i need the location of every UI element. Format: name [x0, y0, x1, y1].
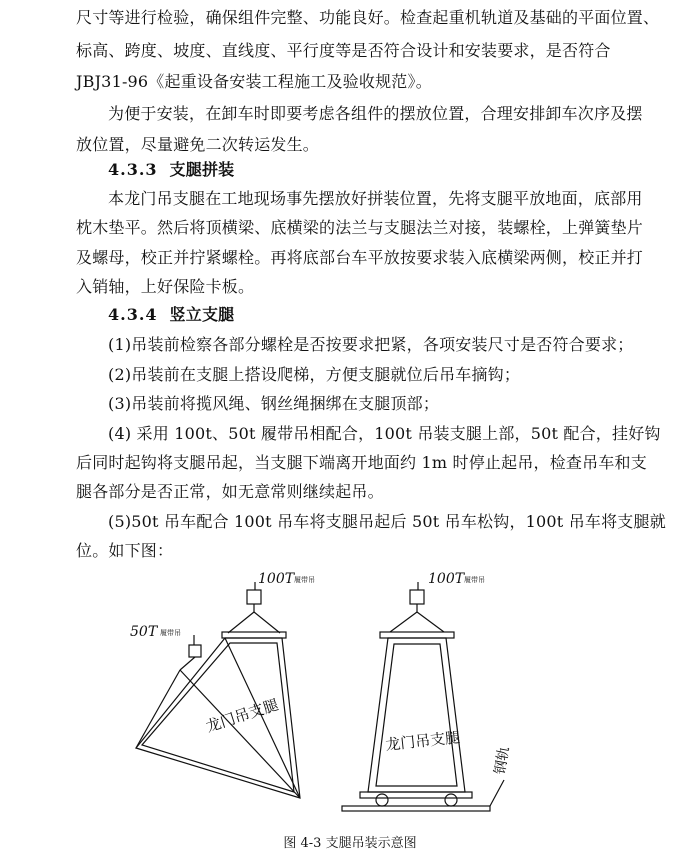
- figure-caption: 图 4-3 支腿吊装示意图: [283, 836, 417, 851]
- list-item: (4) 采用 100t、50t 履带吊相配合，100t 吊装支腿上部，50t 配合，挂好钩: [108, 424, 661, 443]
- left-100t-sling: [228, 612, 254, 633]
- section-title: 支腿拼装: [169, 160, 235, 179]
- list-item: (2)吊装前在支腿上搭设爬梯，方便支腿就位后吊车摘钩；: [108, 365, 521, 384]
- right-100t-hook-block: [410, 590, 424, 604]
- section-heading-4-3-3: [108, 160, 234, 180]
- paragraph-line: 入销轴，上好保险卡板。: [76, 277, 255, 296]
- left-50t-label: 50T: [130, 624, 158, 640]
- right-100t-sublabel: 履带吊: [464, 576, 485, 584]
- right-leg-outline: [368, 638, 465, 792]
- left-100t-sublabel: 履带吊: [294, 576, 315, 584]
- right-wheel: [445, 794, 457, 806]
- left-100t-hook-block: [247, 590, 261, 604]
- section-number: 4.3.4: [108, 305, 158, 324]
- paragraph-line: 标高、跨度、坡度、直线度、平行度等是否符合设计和安装要求，是否符合: [76, 41, 611, 60]
- paragraph-line: 为便于安装，在卸车时即要考虑各组件的摆放位置，合理安排卸车次序及摆: [108, 104, 643, 123]
- list-item: (3)吊装前将揽风绳、钢丝绳捆绑在支腿顶部；: [108, 394, 440, 413]
- section-title: 竖立支腿: [169, 305, 235, 324]
- section-heading-4-3-4: [108, 305, 234, 325]
- list-item: (1)吊装前检察各部分螺栓是否按要求把紧，各项安装尺寸是否符合要求；: [108, 335, 634, 354]
- rail-label: 钢轨: [492, 745, 513, 776]
- paragraph-line: 枕木垫平。然后将顶横梁、底横梁的法兰与支腿法兰对接，装螺栓，上弹簧垫片: [76, 218, 644, 237]
- right-wheel: [376, 794, 388, 806]
- left-50t-sublabel: 履带吊: [160, 629, 181, 637]
- paragraph-line: 放位置，尽量避免二次转运发生。: [76, 135, 320, 154]
- paragraph-line: 尺寸等进行检验，确保组件完整、功能良好。检查起重机轨道及基础的平面位置、: [76, 8, 660, 27]
- list-item: (5)50t 吊车配合 100t 吊车将支腿吊起后 50t 吊车松钩，100t 吊车将支腿就: [108, 512, 666, 531]
- rail: [342, 806, 490, 811]
- left-50t-hook-block: [189, 645, 201, 657]
- list-item-continuation: 后同时起钩将支腿吊起，当支腿下端离开地面约 1m 时停止起吊，检查吊车和支: [76, 453, 647, 472]
- right-lift-drawing: [342, 582, 504, 811]
- list-item-continuation: 腿各部分是否正常，如无意常则继续起吊。: [76, 482, 384, 501]
- left-lift-drawing: [136, 582, 300, 798]
- lifting-diagram: [110, 560, 600, 830]
- left-100t-label: 100T: [258, 571, 295, 587]
- paragraph-line: JBJ31-96《起重设备安装工程施工及验收规范》。: [76, 72, 432, 91]
- right-100t-label: 100T: [428, 571, 465, 587]
- left-leg-label: 龙门吊支腿: [203, 695, 281, 736]
- section-number: 4.3.3: [108, 160, 158, 179]
- paragraph-line: 本龙门吊支腿在工地现场事先摆放好拼装位置，先将支腿平放地面，底部用: [108, 189, 643, 208]
- paragraph-line: 及螺母，校正并拧紧螺栓。再将底部台车平放按要求装入底横梁两侧，校正并打: [76, 248, 644, 267]
- right-leg-label: 龙门吊支腿: [384, 728, 462, 754]
- list-item-continuation: 位。如下图：: [76, 541, 174, 560]
- lifting-diagram-svg: [110, 560, 600, 830]
